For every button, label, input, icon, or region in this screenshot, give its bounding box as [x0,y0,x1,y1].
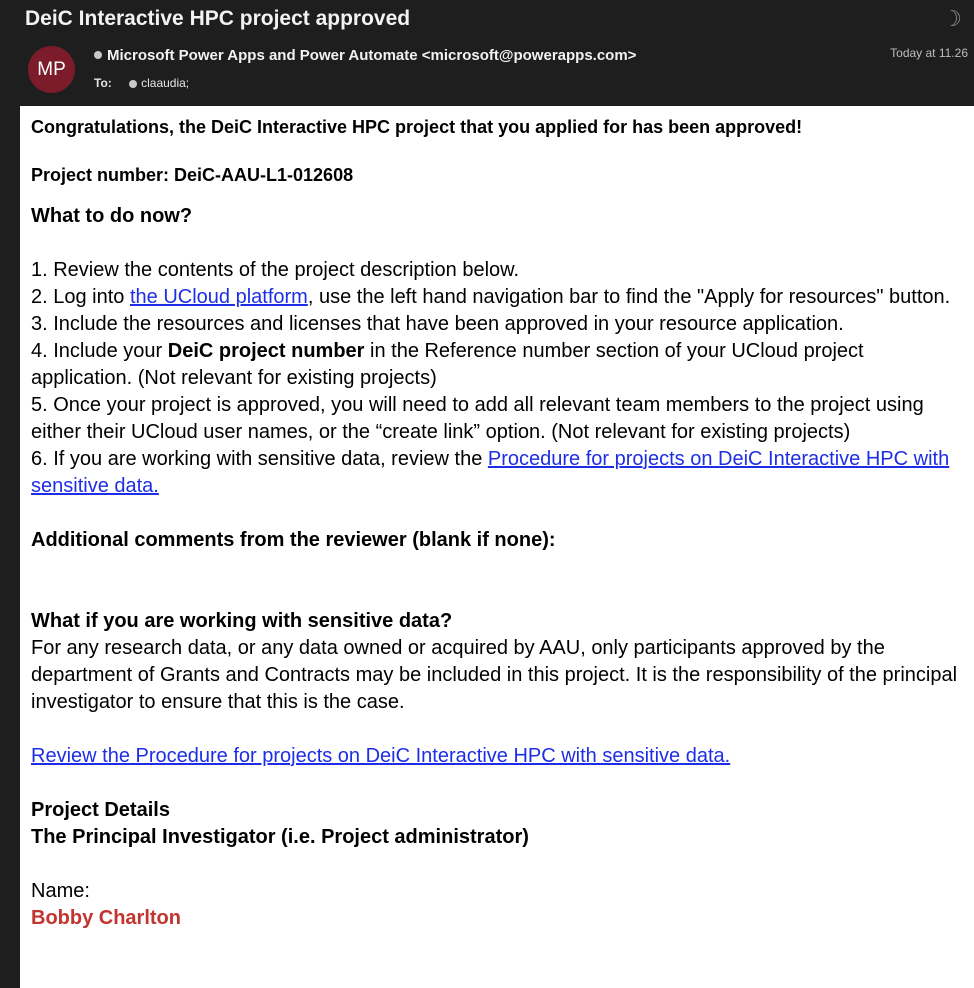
review-procedure-link[interactable]: Review the Procedure for projects on DeiC Interactive HPC with sensitive data. [31,745,731,767]
to-label: To: [94,76,112,90]
sender[interactable] [94,47,636,64]
step-4-pre: 4. Include your [31,340,168,362]
step-4-post: in the Reference number section of your UCloud project application. (Not relevant for existing projects) [31,340,864,389]
avatar: MP [28,46,75,93]
procedure-link[interactable]: Procedure for projects on DeiC Interactive HPC with sensitive data. [31,448,950,497]
sensitive-data-heading: What if you are working with sensitive data? [31,610,453,632]
project-number: Project number: DeiC-AAU-L1-012608 [31,165,354,185]
step-5: 5. Once your project is approved, you will need to add all relevant team members to the project using either their UCloud user names, or the “create link” option. (Not relevant for existing projects) [31,394,924,443]
step-6-pre: 6. If you are working with sensitive data, review the [31,448,488,470]
step-1: 1. Review the contents of the project description below. [31,259,520,281]
step-2 [31,284,961,311]
name-value: Bobby Charlton [31,907,181,929]
step-2-post: , use the left hand navigation bar to find the "Apply for resources" button. [307,286,951,308]
name-label: Name: [31,880,90,902]
sender-status-icon [94,51,102,59]
sender-label: Microsoft Power Apps and Power Automate <microsoft@powerapps.com> [107,47,637,64]
ucloud-link[interactable]: the UCloud platform [129,286,308,308]
sensitive-data-text: For any research data, or any data owned or acquired by AAU, only participants approved by the department of Grants and Contracts may be included in this project. It is the responsibility of the principal investigator to ensure that this is the case. [31,637,958,713]
pi-heading: The Principal Investigator (i.e. Project administrator) [31,826,529,848]
recipient-row [94,76,189,90]
what-to-do-heading: What to do now? [31,205,193,227]
email-body [20,106,974,988]
step-4-bold: DeiC project number [167,340,365,362]
email-content [31,115,961,932]
moon-icon[interactable]: ☽ [942,6,962,31]
step-6 [31,446,961,500]
step-2-pre: 2. Log into [31,286,130,308]
email-header [0,0,974,106]
additional-comments-heading: Additional comments from the reviewer (blank if none): [31,529,556,551]
email-subject: DeiC Interactive HPC project approved [25,7,411,30]
congrats-text: Congratulations, the DeiC Interactive HPC project that you applied for has been approved! [31,117,803,137]
step-4 [31,338,961,392]
project-details-heading: Project Details [31,799,170,821]
email-date: Today at 11.26 [890,46,968,60]
recipient[interactable]: claaudia; [141,76,190,90]
recipient-status-icon [129,80,137,88]
step-3: 3. Include the resources and licenses that have been approved in your resource application. [31,313,844,335]
